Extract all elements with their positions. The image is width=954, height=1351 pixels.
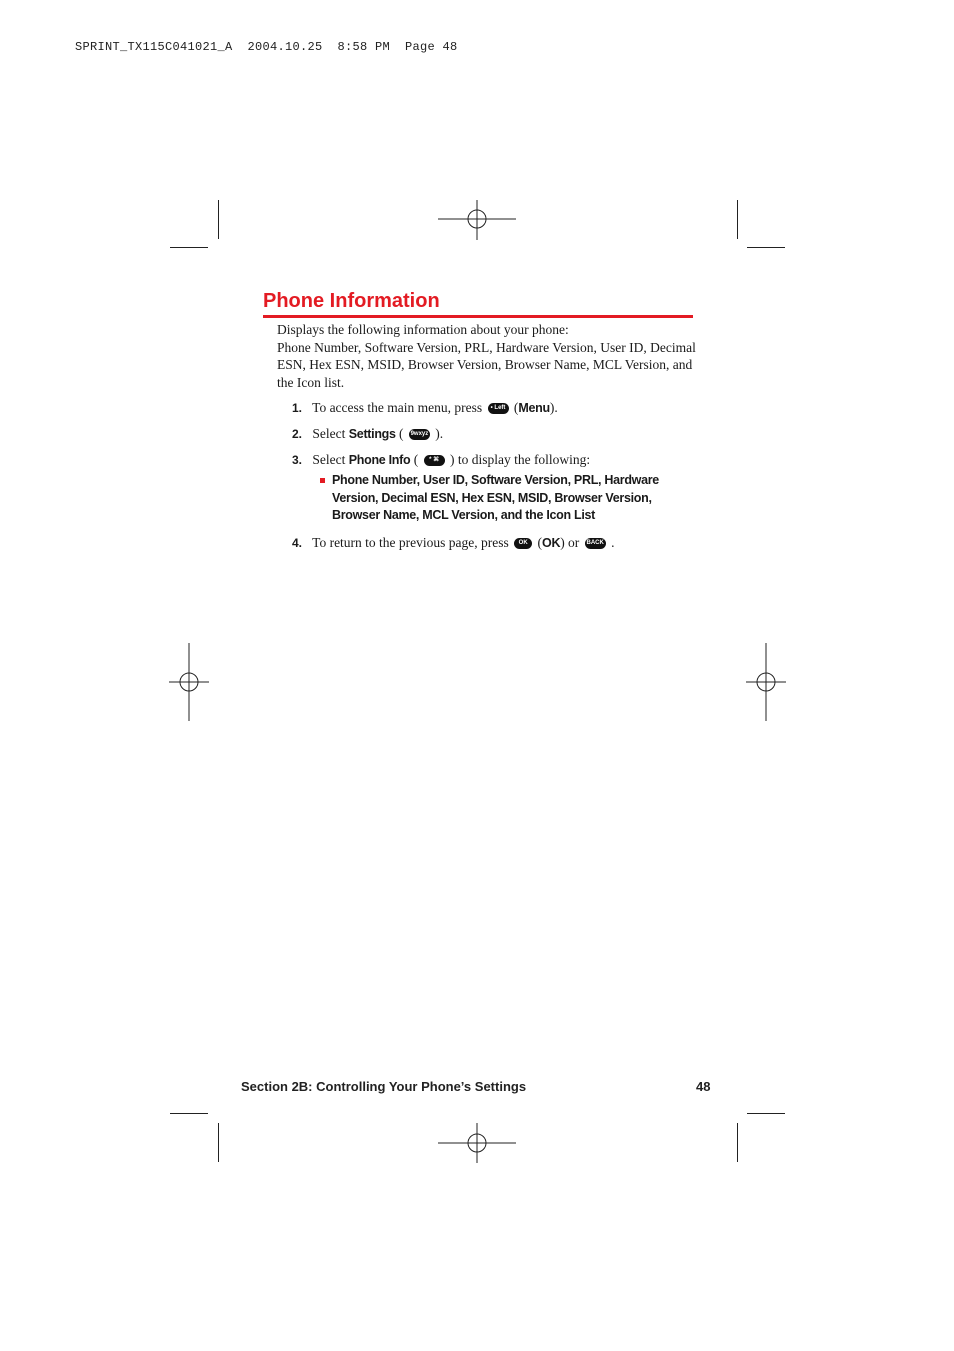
crop-mark — [747, 1113, 785, 1114]
crop-mark — [737, 1123, 738, 1162]
title-rule — [263, 315, 693, 318]
step-number: 2. — [292, 427, 303, 441]
step-text: To return to the previous page, press — [312, 535, 509, 550]
step-number: 3. — [292, 453, 303, 467]
paren: ). — [549, 400, 558, 415]
step-text: To access the main menu, press — [312, 400, 483, 415]
crop-mark — [170, 247, 208, 248]
phone-info-label: Phone Info — [348, 453, 411, 467]
intro-list: Phone Number, Software Version, PRL, Hardware Version, User ID, Decimal ESN, Hex ESN, MSID, Browser Version, Browser Name, MCL Version, and the Icon list. — [277, 339, 696, 390]
crop-mark — [218, 200, 219, 239]
menu-label: Menu — [518, 401, 550, 415]
paren: ) to display the following: — [446, 452, 591, 467]
settings-label: Settings — [348, 427, 396, 441]
paren: ( — [410, 452, 422, 467]
footer-page-number: 48 — [696, 1079, 711, 1094]
step-number: 4. — [292, 536, 303, 550]
crop-mark — [747, 247, 785, 248]
footer-section: Section 2B: Controlling Your Phone’s Settings — [241, 1079, 527, 1094]
crop-mark — [170, 1113, 208, 1114]
step-text: Select — [312, 452, 346, 467]
step-text: Select — [312, 426, 346, 441]
period: . — [611, 535, 615, 550]
crop-mark — [218, 1123, 219, 1162]
sub-list-item — [320, 472, 680, 525]
paren: ). — [431, 426, 444, 441]
key-9-icon: 9wxyz — [409, 429, 430, 440]
paren: ( — [395, 426, 407, 441]
paren: ( — [534, 535, 543, 550]
bullet-icon — [320, 478, 325, 483]
ok-key-icon: OK — [514, 538, 532, 549]
registration-mark-icon — [438, 1123, 516, 1163]
ok-label: OK — [542, 536, 561, 550]
step-number: 1. — [292, 401, 303, 415]
crop-mark — [737, 200, 738, 239]
registration-mark-icon — [746, 643, 786, 721]
step-4 — [292, 534, 614, 552]
intro-line: Displays the following information about your phone: — [277, 322, 569, 337]
registration-mark-icon — [438, 200, 516, 240]
star-key-icon: * ⌘ — [424, 455, 445, 466]
paren: ) or — [560, 535, 580, 550]
back-key-icon: BACK — [585, 538, 606, 549]
sub-item-text: Phone Number, User ID, Software Version, PRL, Hardware Version, Decimal ESN, Hex ESN, MSID, Browser Version, Browser Name, MCL Version, and the Icon List — [332, 473, 659, 522]
step-3 — [292, 451, 590, 469]
step-2 — [292, 425, 443, 443]
page-title: Phone Information — [263, 290, 440, 312]
intro-paragraph — [277, 321, 697, 391]
left-softkey-icon: • Left — [488, 403, 509, 414]
paren: ( — [510, 400, 519, 415]
step-1 — [292, 399, 558, 417]
registration-mark-icon — [169, 643, 209, 721]
print-slug: SPRINT_TX115C041021_A 2004.10.25 8:58 PM Page 48 — [75, 40, 458, 54]
